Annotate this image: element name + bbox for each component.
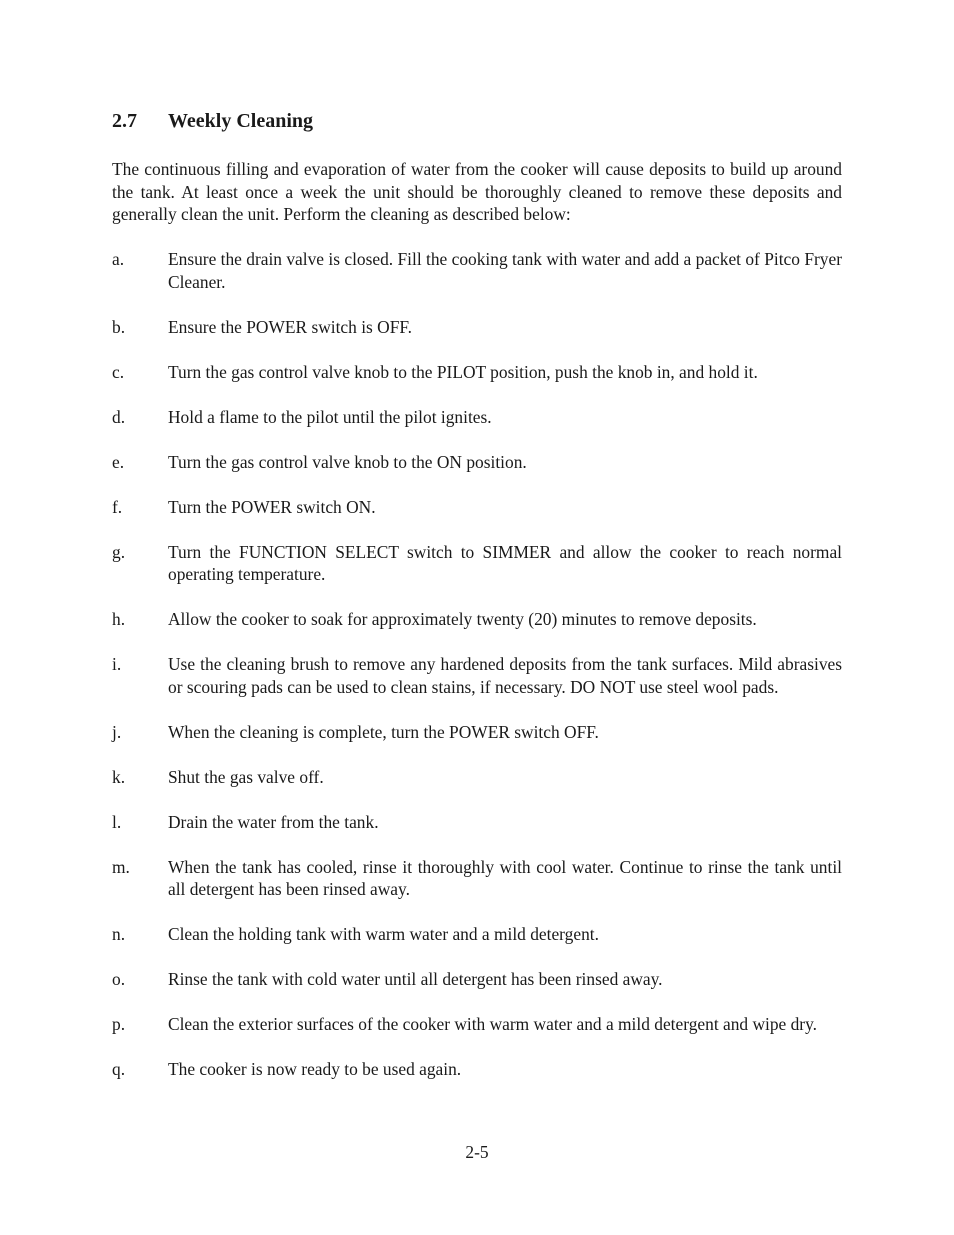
step-item (112, 721, 842, 744)
step-item (112, 923, 842, 946)
step-letter: q. (112, 1059, 126, 1079)
step-item (112, 608, 842, 631)
step-text: Rinse the tank with cold water until all detergent has been rinsed away. (168, 969, 663, 989)
step-text: Turn the FUNCTION SELECT switch to SIMMER and allow the cooker to reach normal operating temperature. (168, 541, 842, 584)
step-letter: c. (112, 361, 125, 382)
step-text: Ensure the POWER switch is OFF. (168, 316, 413, 337)
step-item (112, 406, 842, 429)
step-item (112, 541, 842, 586)
step-text: Drain the water from the tank. (168, 811, 379, 832)
step-letter: k. (112, 766, 126, 787)
step-text: When the tank has cooled, rinse it thoroughly with cool water. Continue to rinse the tank until all detergent has been rinsed away. (168, 856, 842, 899)
step-letter: m. (112, 856, 130, 877)
step-letter: j. (112, 721, 122, 742)
step-item (112, 1013, 842, 1036)
cleaning-steps-list (112, 248, 842, 1103)
step-letter: f. (112, 496, 123, 517)
step-letter: p. (112, 1014, 126, 1034)
step-text: Use the cleaning brush to remove any hardened deposits from the tank surfaces. Mild abrasives or scouring pads can be used to clean stains, if necessary. DO NOT use steel wool pads. (168, 654, 842, 697)
step-letter: g. (112, 541, 126, 562)
step-letter: l. (112, 811, 122, 832)
step-letter: a. (112, 249, 125, 269)
step-text: Shut the gas valve off. (168, 766, 324, 787)
step-item (112, 248, 842, 293)
step-text: Hold a flame to the pilot until the pilot ignites. (168, 406, 492, 427)
step-letter: n. (112, 924, 126, 944)
step-text: Allow the cooker to soak for approximately twenty (20) minutes to remove deposits. (168, 609, 757, 629)
section-title: Weekly Cleaning (168, 110, 314, 132)
step-item (112, 766, 842, 789)
step-letter: i. (112, 654, 122, 674)
step-item (112, 653, 842, 698)
step-text: Turn the gas control valve knob to the PILOT position, push the knob in, and hold it. (168, 361, 758, 382)
step-text: Clean the holding tank with warm water and a mild detergent. (168, 924, 599, 944)
step-item (112, 811, 842, 834)
step-text: Ensure the drain valve is closed. Fill the cooking tank with water and add a packet of Pitco Fryer Cleaner. (168, 249, 842, 292)
step-letter: d. (112, 406, 126, 427)
page-number: 2-5 (465, 1142, 489, 1162)
section-number: 2.7 (112, 110, 137, 132)
intro-paragraph: The continuous filling and evaporation of water from the cooker will cause deposits to build up around the tank. At least once a week the unit should be thoroughly cleaned to remove these deposits and generally clean the unit. Perform the cleaning as described below: (112, 159, 842, 224)
step-letter: h. (112, 609, 126, 629)
step-item (112, 361, 842, 384)
step-item (112, 1058, 842, 1081)
step-item (112, 496, 842, 519)
section-heading (112, 110, 313, 133)
step-item (112, 856, 842, 901)
step-text: Clean the exterior surfaces of the cooker with warm water and a mild detergent and wipe dry. (168, 1014, 818, 1034)
step-item (112, 968, 842, 991)
step-text: The cooker is now ready to be used again. (168, 1059, 462, 1079)
step-item (112, 451, 842, 474)
step-letter: b. (112, 316, 126, 337)
step-text: When the cleaning is complete, turn the POWER switch OFF. (168, 721, 599, 742)
step-letter: o. (112, 969, 126, 989)
step-item (112, 316, 842, 339)
step-text: Turn the POWER switch ON. (168, 496, 376, 517)
step-letter: e. (112, 451, 125, 472)
step-text: Turn the gas control valve knob to the ON position. (168, 451, 527, 472)
